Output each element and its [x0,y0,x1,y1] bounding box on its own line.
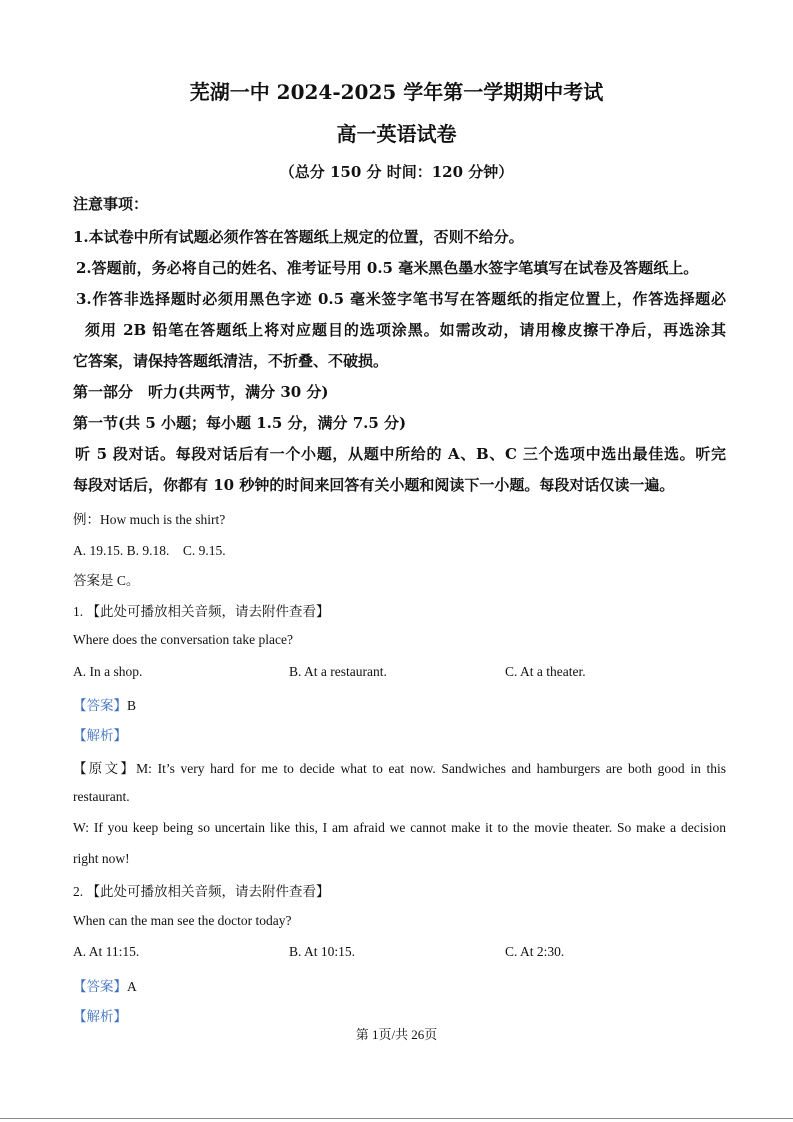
q1-transcript-line-1: 【原文】M: It’s very hard for me to decide what to eat now. Sandwiches and hamburgers are both good in this [73,761,726,776]
exam-title: 芜湖一中 2024-2025 学年第一学期期中考试 [189,80,604,104]
q1-option-a: A. In a shop. [73,664,143,679]
q1-audio-note: 1. 【此处可播放相关音频，请去附件查看】 [73,604,330,619]
q2-stem: When can the man see the doctor today? [73,913,292,928]
q1-answer [73,694,136,714]
q2-option-c: C. At 2:30. [505,944,565,959]
q2-answer-value: A [127,979,137,994]
notice-item-3-line-3: 它答案，请保持答题纸清洁，不折叠、不破损。 [73,352,389,370]
part1-instruction-line-1: 听 5 段对话。每段对话后有一个小题，从题中所给的 A、B、C 三个选项中选出最佳选。听完 [75,445,726,463]
q1-answer-value: B [127,698,137,713]
q2-answer-tag: 【答案】 [73,979,127,994]
part1-instruction-line-2: 每段对话后，你都有 10 秒钟的时间来回答有关小题和阅读下一小题。每段对话仅读一遍。 [73,476,675,494]
q1-transcript-line-4: right now! [73,851,130,866]
q1-stem: Where does the conversation take place? [73,632,294,647]
notice-item-1: 1.本试卷中所有试题必须作答在答题纸上规定的位置，否则不给分。 [73,228,524,246]
q2-option-a: A. At 11:15. [73,944,140,959]
exam-subtitle: 高一英语试卷 [336,122,457,146]
exam-info: （总分 150 分 时间：120 分钟） [279,163,514,181]
example-options: A. 19.15. B. 9.18. C. 9.15. [73,543,226,558]
example-question: 例：How much is the shirt? [73,512,226,527]
q1-transcript-line-2: restaurant. [73,789,130,804]
page-bottom-divider [0,1118,793,1119]
q1-answer-tag: 【答案】 [73,698,127,713]
part1-heading: 第一部分 听力(共两节，满分 30 分) [73,383,329,401]
notice-item-2: 2.答题前，务必将自己的姓名、准考证号用 0.5 毫米黑色墨水签字笔填写在试卷及答题纸上。 [76,259,699,277]
q1-option-b: B. At a restaurant. [289,664,387,679]
q2-audio-note: 2. 【此处可播放相关音频，请去附件查看】 [73,884,330,899]
q1-analysis-tag: 【解析】 [73,728,127,743]
q2-analysis-tag: 【解析】 [73,1009,127,1024]
q1-transcript-line-3: W: If you keep being so uncertain like this, I am afraid we cannot make it to the movie theater. So make a decision [73,820,726,835]
example-answer: 答案是 C。 [73,573,140,588]
page-footer: 第 1页/共 26页 [355,1027,438,1042]
notice-heading: 注意事项： [73,195,149,213]
q2-answer [73,975,137,995]
q2-option-b: B. At 10:15. [289,944,356,959]
part1-section1: 第一节(共 5 小题；每小题 1.5 分，满分 7.5 分) [73,414,407,432]
notice-item-3-line-1: 3.作答非选择题时必须用黑色字迹 0.5 毫米签字笔书写在答题纸的指定位置上，作答选择题必 [76,290,726,308]
notice-item-3-line-2: 须用 2B 铅笔在答题纸上将对应题目的选项涂黑。如需改动，请用橡皮擦干净后，再选涂其 [85,321,726,339]
q1-option-c: C. At a theater. [505,664,586,679]
